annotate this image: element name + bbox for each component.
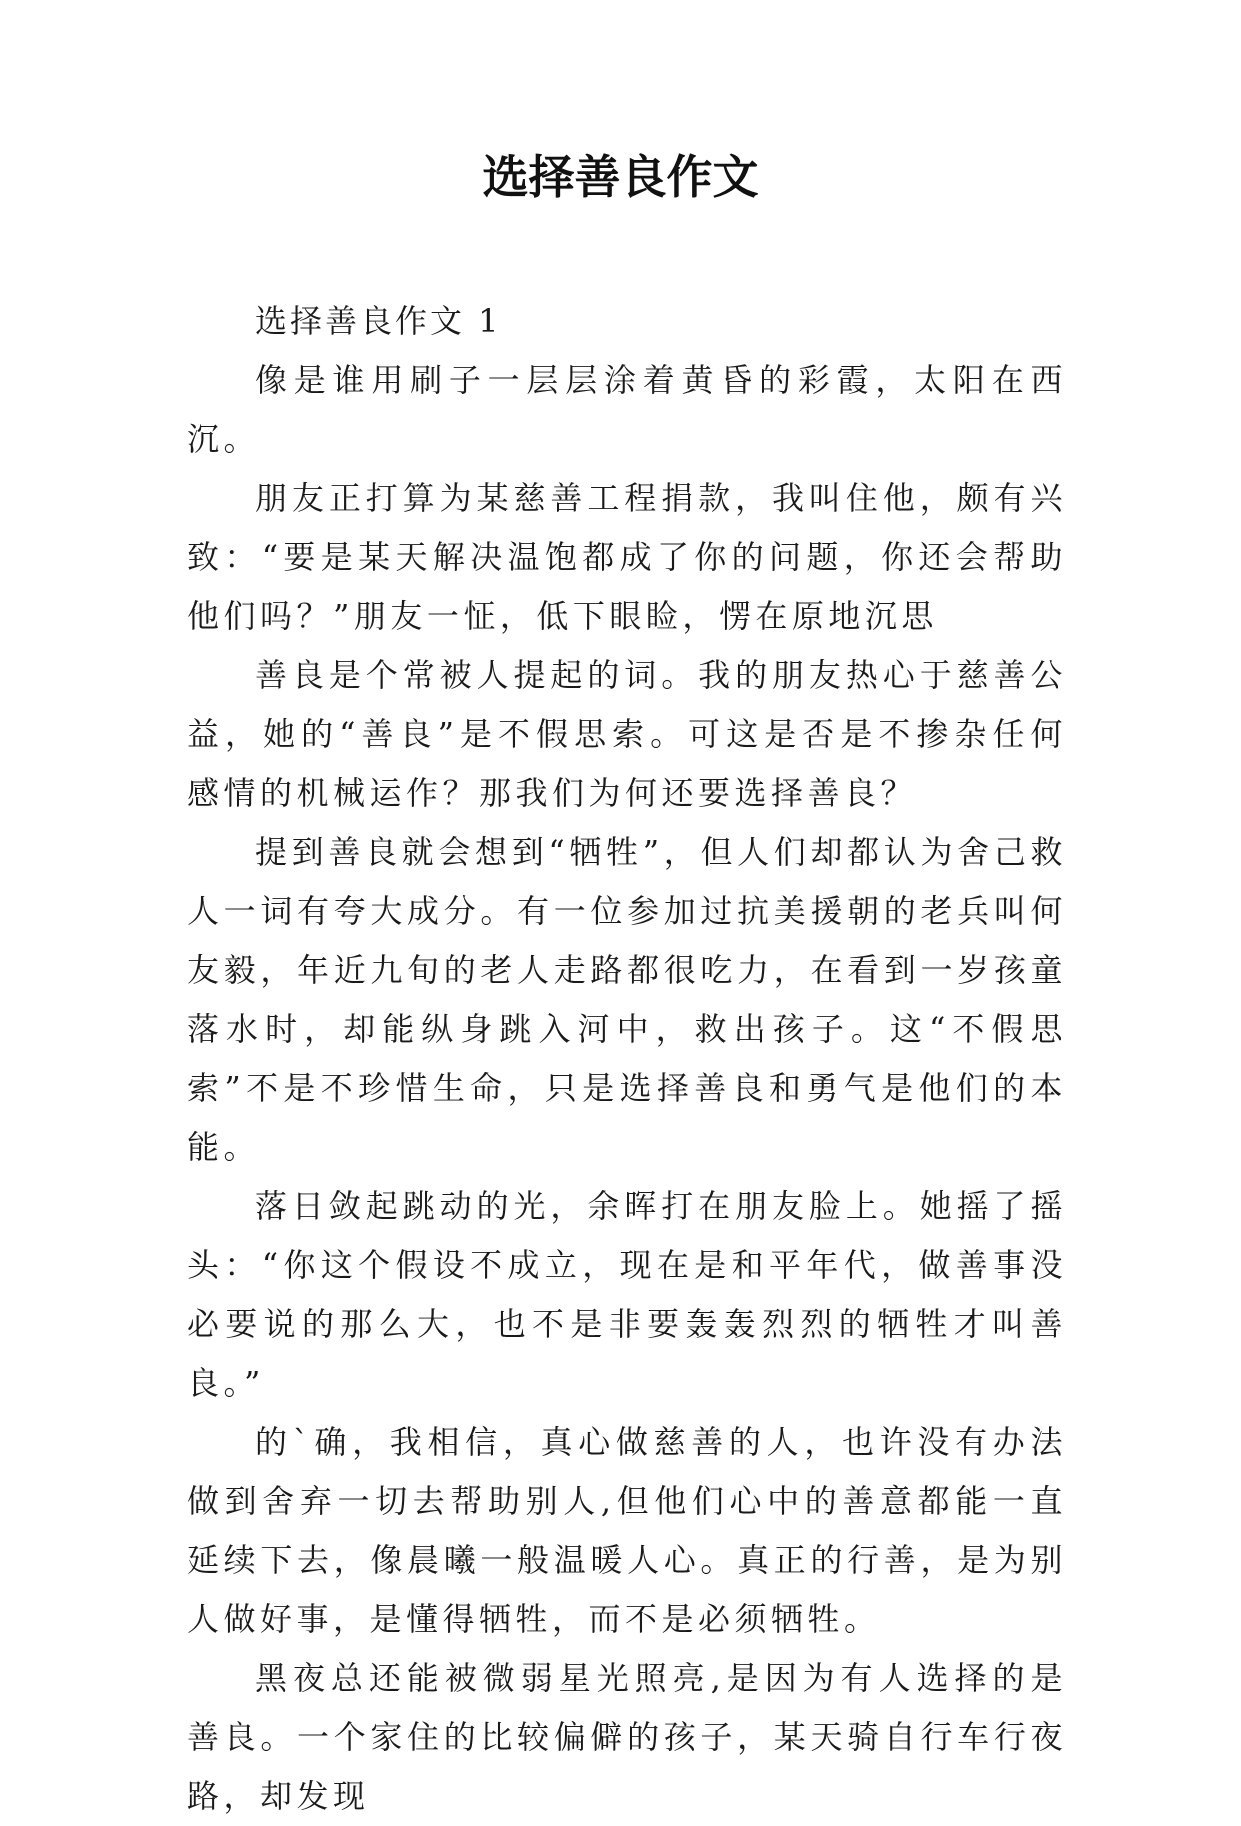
paragraph: 黑夜总还能被微弱星光照亮,是因为有人选择的是善良。一个家住的比较偏僻的孩子，某天骑自行车行夜路，却发现: [187, 1659, 1067, 1815]
section-heading: 选择善良作文 1: [255, 302, 502, 340]
paragraph: 的`确，我相信，真心做慈善的人，也许没有办法做到舍弃一切去帮助别人,但他们心中的善意都能一直延续下去，像晨曦一般温暖人心。真正的行善，是为别人做好事，是懂得牺牲，而不是必须牺牲。: [187, 1423, 1067, 1638]
paragraph: 善良是个常被人提起的词。我的朋友热心于慈善公益，她的“善良”是不假思索。可这是否是不掺杂任何感情的机械运作？那我们为何还要选择善良？: [187, 656, 1067, 812]
paragraph: 朋友正打算为某慈善工程捐款，我叫住他，颇有兴致：“要是某天解决温饱都成了你的问题，你还会帮助他们吗？”朋友一怔，低下眼睑，愣在原地沉思: [187, 479, 1067, 635]
paragraph: 落日敛起跳动的光，余晖打在朋友脸上。她摇了摇头：“你这个假设不成立，现在是和平年代，做善事没必要说的那么大，也不是非要轰轰烈烈的牺牲才叫善良。”: [187, 1187, 1067, 1402]
document-body: [187, 292, 1067, 1826]
paragraph: 提到善良就会想到“牺牲”，但人们却都认为舍己救人一词有夸大成分。有一位参加过抗美援朝的老兵叫何友毅，年近九旬的老人走路都很吃力，在看到一岁孩童落水时，却能纵身跳入河中，救出孩子。这“不假思索”不是不珍惜生命，只是选择善良和勇气是他们的本能。: [187, 833, 1067, 1166]
paragraph: 像是谁用刷子一层层涂着黄昏的彩霞，太阳在西沉。: [187, 361, 1067, 458]
page-title: 选择善良作文: [482, 150, 759, 204]
